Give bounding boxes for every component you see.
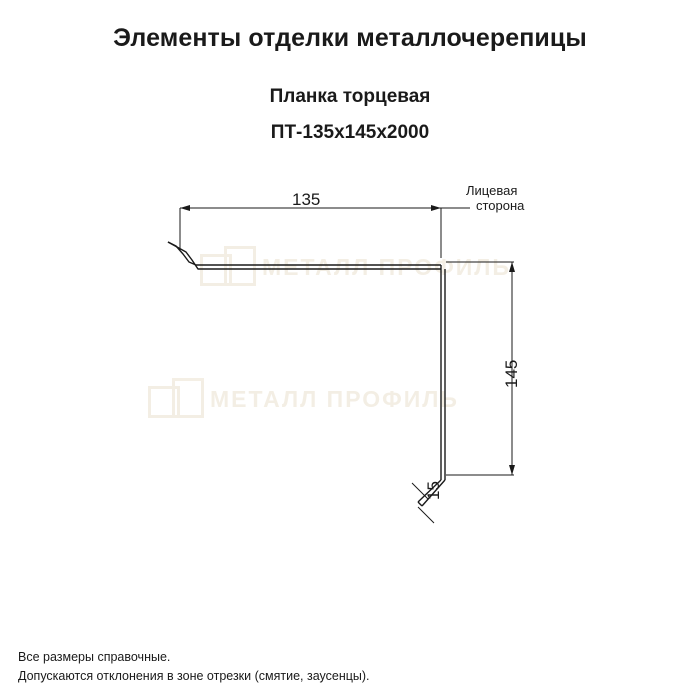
face-side-line-2: сторона <box>476 198 525 213</box>
watermark-text-lower: МЕТАЛЛ ПРОФИЛЬ <box>210 386 459 412</box>
product-name: Планка торцевая <box>269 86 431 107</box>
footnote-line-2: Допускаются отклонения в зоне отрезки (смятие, заусенцы). <box>18 669 370 683</box>
dimension-height-label: 145 <box>502 359 521 388</box>
face-side-line-1: Лицевая <box>466 183 518 198</box>
face-side-annotation <box>466 183 524 213</box>
technical-drawing <box>0 150 700 570</box>
dimension-flange-label: 15 <box>424 481 443 500</box>
dimension-width-label: 135 <box>292 190 321 209</box>
product-code: ПТ-135х145х2000 <box>270 122 430 143</box>
footnote-line-1: Все размеры справочные. <box>18 650 171 664</box>
drawing-svg <box>0 150 700 570</box>
footnotes <box>18 648 370 686</box>
watermark-text-upper: МЕТАЛЛ ПРОФИЛЬ <box>262 254 511 280</box>
page-title: Элементы отделки металлочерепицы <box>113 24 587 52</box>
